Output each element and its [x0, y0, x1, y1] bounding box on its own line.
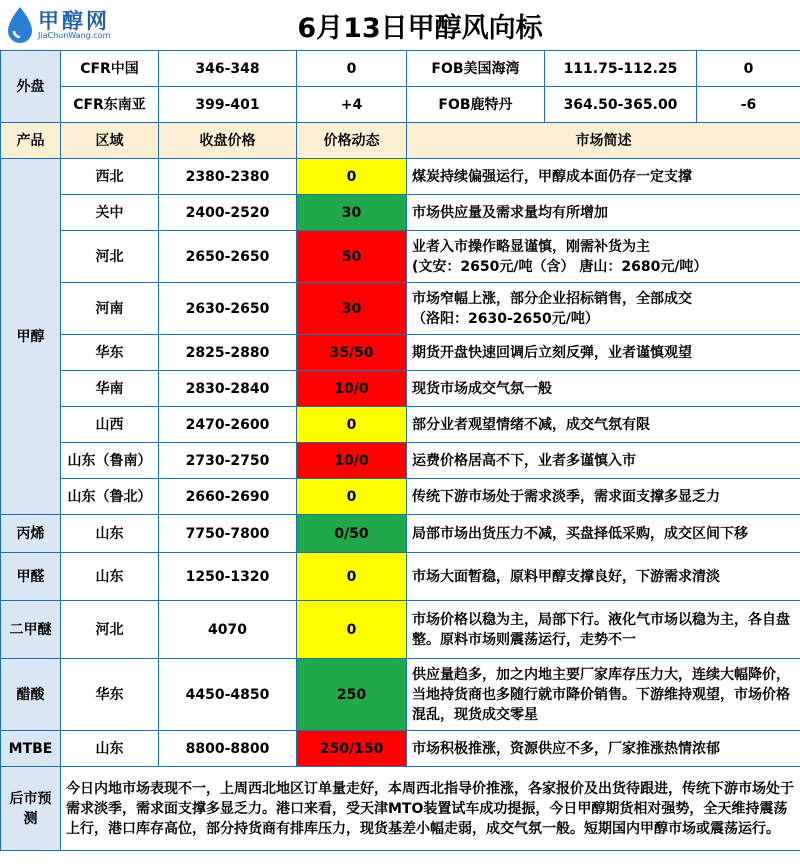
region-cell: 河北 [61, 231, 159, 283]
outer-market-price: 111.75-112.25 [545, 51, 697, 87]
price-cell: 2400-2520 [159, 195, 297, 231]
product-row [1, 283, 800, 335]
product-row [1, 479, 800, 515]
summary-cell: 期货开盘快速回调后立刻反弹，业者谨慎观望 [407, 335, 800, 371]
change-badge: 10/0 [297, 371, 407, 407]
outer-market-price: 364.50-365.00 [545, 87, 697, 123]
product-name: MTBE [1, 731, 61, 767]
change-badge: 30 [297, 283, 407, 335]
header-summary: 市场简述 [407, 123, 800, 159]
summary-cell: 部分业者观望情绪不减，成交气氛有限 [407, 407, 800, 443]
change-badge: 0 [297, 479, 407, 515]
logo-icon [4, 5, 36, 43]
logo [0, 0, 112, 50]
product-row [1, 443, 800, 479]
change-badge: 250 [297, 659, 407, 731]
summary-cell: 煤炭持续偏强运行，甲醇成本面仍存一定支撑 [407, 159, 800, 195]
change-badge: 250/150 [297, 731, 407, 767]
outer-market-name: CFR中国 [61, 51, 159, 87]
price-cell: 1250-1320 [159, 553, 297, 601]
region-cell: 华东 [61, 659, 159, 731]
page-title: 6月13日甲醇风向标 [297, 13, 543, 44]
price-cell: 8800-8800 [159, 731, 297, 767]
header-dynamics: 价格动态 [297, 123, 407, 159]
summary-cell: 市场窄幅上涨，部分企业招标销售，全部成交 （洛阳：2630-2650元/吨） [407, 283, 800, 335]
outer-market-name: FOB美国海湾 [407, 51, 545, 87]
product-row [1, 553, 800, 601]
forecast-label: 后市预测 [1, 767, 61, 851]
product-row [1, 601, 800, 659]
product-row [1, 659, 800, 731]
region-cell: 西北 [61, 159, 159, 195]
change-badge: 10/0 [297, 443, 407, 479]
logo-name: 甲醇网 [38, 9, 110, 33]
outer-market-change: 0 [297, 51, 407, 87]
header-close-price: 收盘价格 [159, 123, 297, 159]
product-row [1, 335, 800, 371]
price-cell: 2650-2650 [159, 231, 297, 283]
price-cell: 4450-4850 [159, 659, 297, 731]
summary-cell: 局部市场出货压力不减，买盘择低采购，成交区间下移 [407, 515, 800, 553]
region-cell: 华东 [61, 335, 159, 371]
product-name: 甲醇 [1, 159, 61, 515]
price-cell: 2730-2750 [159, 443, 297, 479]
change-badge: 0 [297, 553, 407, 601]
price-cell: 2830-2840 [159, 371, 297, 407]
region-cell: 河北 [61, 601, 159, 659]
change-badge: 0 [297, 601, 407, 659]
price-cell: 2660-2690 [159, 479, 297, 515]
price-cell: 2470-2600 [159, 407, 297, 443]
region-cell: 山东 [61, 553, 159, 601]
summary-cell: 供应量趋多，加之内地主要厂家库存压力大，连续大幅降价，当地持货商也多随行就市降价销售。下游维持观望，市场价格混乱，现货成交零星 [407, 659, 800, 731]
market-table [0, 50, 800, 851]
outer-market-name: FOB鹿特丹 [407, 87, 545, 123]
product-row [1, 231, 800, 283]
product-row [1, 371, 800, 407]
outer-market-label: 外盘 [1, 51, 61, 123]
product-row [1, 159, 800, 195]
summary-cell: 市场供应量及需求量均有所增加 [407, 195, 800, 231]
change-badge: 50 [297, 231, 407, 283]
summary-cell: 业者入市操作略显谨慎，刚需补货为主 (文安：2650元/吨（含） 唐山：2680元/吨） [407, 231, 800, 283]
product-row [1, 195, 800, 231]
change-badge: 35/50 [297, 335, 407, 371]
price-cell: 2380-2380 [159, 159, 297, 195]
summary-cell: 市场大面暂稳，原料甲醇支撑良好，下游需求清淡 [407, 553, 800, 601]
outer-market-change: +4 [297, 87, 407, 123]
product-name: 二甲醚 [1, 601, 61, 659]
region-cell: 山东（鲁南） [61, 443, 159, 479]
outer-market-price: 399-401 [159, 87, 297, 123]
product-row [1, 407, 800, 443]
product-name: 醋酸 [1, 659, 61, 731]
price-cell: 2825-2880 [159, 335, 297, 371]
region-cell: 山东 [61, 515, 159, 553]
region-cell: 山东 [61, 731, 159, 767]
summary-cell: 市场积极推涨，资源供应不多，厂家推涨热情浓郁 [407, 731, 800, 767]
header-product: 产品 [1, 123, 61, 159]
region-cell: 河南 [61, 283, 159, 335]
product-name: 甲醛 [1, 553, 61, 601]
outer-market-change: -6 [697, 87, 800, 123]
outer-market-row [1, 87, 800, 123]
summary-cell: 传统下游市场处于需求淡季，需求面支撑多显乏力 [407, 479, 800, 515]
change-badge: 0/50 [297, 515, 407, 553]
outer-market-row [1, 51, 800, 87]
region-cell: 关中 [61, 195, 159, 231]
outer-market-name: CFR东南亚 [61, 87, 159, 123]
product-name: 丙烯 [1, 515, 61, 553]
region-cell: 山西 [61, 407, 159, 443]
forecast-text: 今日内地市场表现不一，上周西北地区订单量走好，本周西北指导价推涨，各家报价及出货待跟进，传统下游市场处于需求淡季，需求面支撑多显乏力。港口来看，受天津MTO装置试车成功提振，今日甲醇期货相对强势，全天维持震荡上行，港口库存高位，部分持货商有排库压力，现货基差小幅走弱，成交气氛一般。短期国内甲醇市场或震荡运行。 [61, 767, 800, 851]
outer-market-price: 346-348 [159, 51, 297, 87]
region-cell: 华南 [61, 371, 159, 407]
summary-cell: 市场价格以稳为主，局部下行。液化气市场以稳为主，各自盘整。原料市场则震荡运行，走势不一 [407, 601, 800, 659]
change-badge: 0 [297, 159, 407, 195]
header-row [1, 123, 800, 159]
price-cell: 2630-2650 [159, 283, 297, 335]
header-region: 区域 [61, 123, 159, 159]
summary-cell: 运费价格居高不下，业者多谨慎入市 [407, 443, 800, 479]
change-badge: 30 [297, 195, 407, 231]
change-badge: 0 [297, 407, 407, 443]
forecast-row [1, 767, 800, 851]
region-cell: 山东（鲁北） [61, 479, 159, 515]
price-cell: 7750-7800 [159, 515, 297, 553]
product-row [1, 515, 800, 553]
logo-domain: JiaChunWang.com [38, 31, 111, 40]
summary-cell: 现货市场成交气氛一般 [407, 371, 800, 407]
outer-market-change: 0 [697, 51, 800, 87]
header [0, 0, 800, 50]
product-row [1, 731, 800, 767]
price-cell: 4070 [159, 601, 297, 659]
